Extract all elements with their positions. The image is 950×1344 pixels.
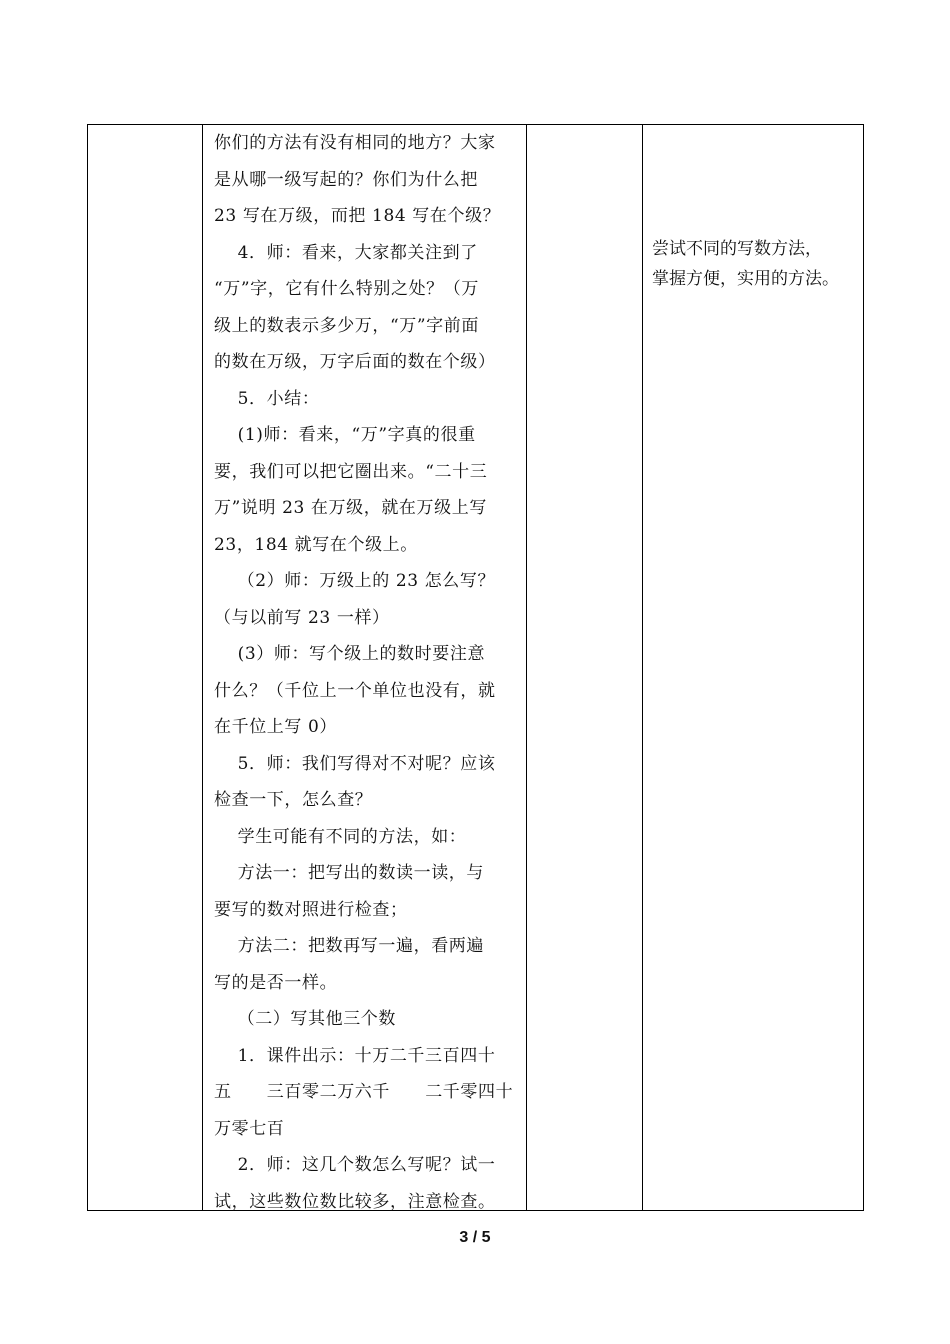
text-line: 要写的数对照进行检查；: [214, 899, 408, 920]
column-divider: [526, 125, 527, 1210]
text-line: 方法一：把写出的数读一读，与: [214, 863, 485, 883]
text-line: 4．师：看来，大家都关注到了: [214, 242, 478, 263]
text-line: 五 三百零二万六千 二千零四十: [214, 1082, 514, 1102]
text-line: 级上的数表示多少万，“万”字前面: [214, 315, 479, 336]
text-line: 的数在万级，万字后面的数在个级）: [214, 352, 496, 372]
page-number: 3 / 5: [459, 1229, 491, 1246]
text-line: 万”说明 23 在万级，就在万级上写: [214, 498, 487, 518]
text-line: (3）师：写个级上的数时要注意: [214, 644, 486, 664]
text-line: 尝试不同的写数方法，: [652, 239, 822, 259]
text-line: 学生可能有不同的方法，如：: [214, 826, 467, 847]
text-line: 23，184 就写在个级上。: [214, 534, 418, 555]
text-line: 检查一下，怎么查？: [214, 790, 373, 810]
column-divider: [202, 125, 203, 1210]
teaching-process-cell: [214, 125, 524, 1220]
text-line: （与以前写 23 一样）: [214, 607, 390, 628]
text-line: 你们的方法有没有相同的地方？大家: [214, 133, 496, 153]
text-line: 什么？（千位上一个单位也没有，就: [214, 680, 496, 701]
text-line: 5．师：我们写得对不对呢？应该: [214, 753, 496, 774]
text-line: 写的是否一样。: [214, 972, 338, 993]
column-divider: [642, 125, 643, 1210]
text-line: 在千位上写 0）: [214, 717, 338, 737]
text-line: 是从哪一级写起的？你们为什么把: [214, 169, 478, 190]
text-line: 方法二：把数再写一遍，看两遍: [214, 936, 485, 956]
text-line: 1．课件出示：十万二千三百四十: [214, 1045, 496, 1066]
lesson-plan-table: [87, 124, 864, 1211]
text-line: “万”字，它有什么特别之处？（万: [214, 279, 479, 299]
text-line: 掌握方便，实用的方法。: [652, 269, 839, 289]
design-intent-cell: [652, 234, 862, 294]
text-line: （二）写其他三个数: [214, 1009, 397, 1029]
text-line: 2．师：这几个数怎么写呢？试一: [214, 1155, 496, 1175]
text-line: （2）师：万级上的 23 怎么写？: [214, 571, 496, 591]
text-line: 试，这些数位数比较多，注意检查。: [214, 1191, 496, 1212]
text-line: (1)师：看来，“万”字真的很重: [214, 425, 476, 445]
text-line: 23 写在万级，而把 184 写在个级？: [214, 206, 501, 226]
text-line: 要，我们可以把它圈出来。“二十三: [214, 461, 488, 482]
text-line: 5．小结：: [214, 388, 320, 409]
text-line: 万零七百: [214, 1118, 285, 1139]
